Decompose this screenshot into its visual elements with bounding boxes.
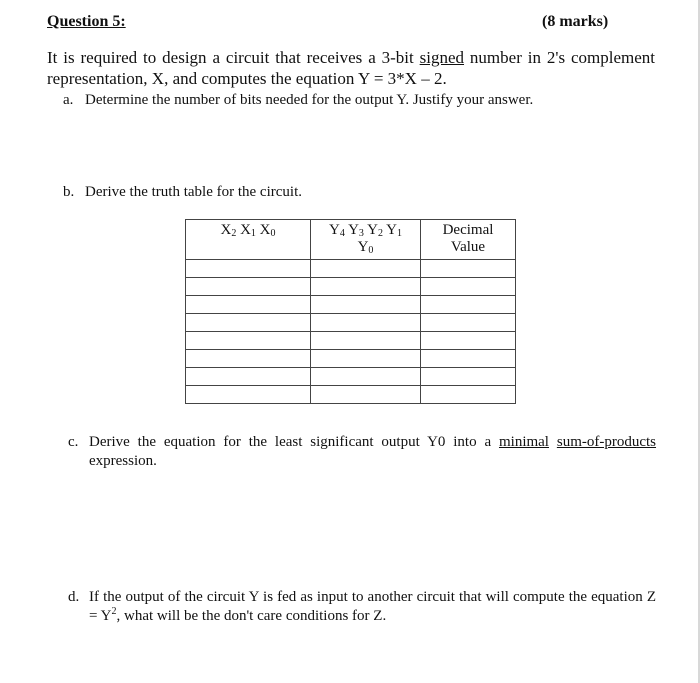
table-cell[interactable] (311, 314, 421, 332)
table-cell[interactable] (186, 350, 311, 368)
table-cell[interactable] (421, 386, 516, 404)
table-cell[interactable] (421, 332, 516, 350)
header-inputs: $X_2$ $X_1$ $X_0$ (186, 220, 311, 260)
truth-table (185, 219, 516, 404)
intro-underlined-word: signed (419, 48, 465, 67)
table-cell[interactable] (186, 332, 311, 350)
part-d (68, 588, 656, 626)
table-cell[interactable] (421, 260, 516, 278)
truth-table-body (186, 260, 516, 404)
part-a (63, 91, 533, 110)
table-cell[interactable] (421, 350, 516, 368)
table-cell[interactable] (421, 368, 516, 386)
part-a-text: Determine the number of bits needed for the output Y. Justify your answer. (85, 92, 534, 108)
part-c-label: c. (68, 434, 79, 450)
table-cell[interactable] (421, 278, 516, 296)
table-cell[interactable] (311, 368, 421, 386)
intro-text-2: number in 2's complement representation, X, and computes the equation Y = 3*X – 2. (47, 48, 655, 88)
table-cell[interactable] (311, 260, 421, 278)
table-row (186, 332, 516, 350)
underline-sum-of-products: sum-of-products (556, 434, 657, 450)
question-intro (47, 47, 655, 89)
table-row (186, 296, 516, 314)
header-decimal: Decimal Value (421, 220, 516, 260)
question-marks: (8 marks) (542, 13, 609, 30)
table-cell[interactable] (311, 386, 421, 404)
table-row (186, 368, 516, 386)
table-cell[interactable] (311, 332, 421, 350)
question-title: Question 5: (47, 13, 126, 30)
part-b-text: Derive the truth table for the circuit. (85, 184, 302, 200)
table-cell[interactable] (186, 296, 311, 314)
table-cell[interactable] (186, 368, 311, 386)
table-row (186, 260, 516, 278)
table-cell[interactable] (186, 260, 311, 278)
table-row (186, 278, 516, 296)
part-d-label: d. (68, 589, 80, 605)
part-c (68, 433, 656, 471)
part-d-text: If the output of the circuit Y is fed as input to another circuit that will compute the equation $Z = Y^2$, what will be the don't care conditions for Z. (89, 589, 656, 624)
part-b (63, 183, 302, 202)
table-cell[interactable] (421, 314, 516, 332)
table-cell[interactable] (186, 314, 311, 332)
intro-text-1: It is required to design a circuit that receives a 3-bit (47, 48, 420, 67)
table-cell[interactable] (421, 296, 516, 314)
table-row (186, 350, 516, 368)
table-row (186, 386, 516, 404)
table-row (186, 314, 516, 332)
table-cell[interactable] (311, 296, 421, 314)
table-cell[interactable] (186, 386, 311, 404)
header-outputs: $Y_4$ $Y_3$ $Y_2$ $Y_1$ $Y_0$ (311, 220, 421, 260)
table-cell[interactable] (311, 278, 421, 296)
truth-table-header-row (186, 220, 516, 260)
table-cell[interactable] (186, 278, 311, 296)
table-cell[interactable] (311, 350, 421, 368)
part-b-label: b. (63, 184, 75, 200)
part-a-label: a. (63, 92, 74, 108)
underline-minimal: minimal (498, 434, 549, 450)
part-c-text: Derive the equation for the least significant output Y0 into a minimal sum-of-products expression. (89, 434, 657, 469)
